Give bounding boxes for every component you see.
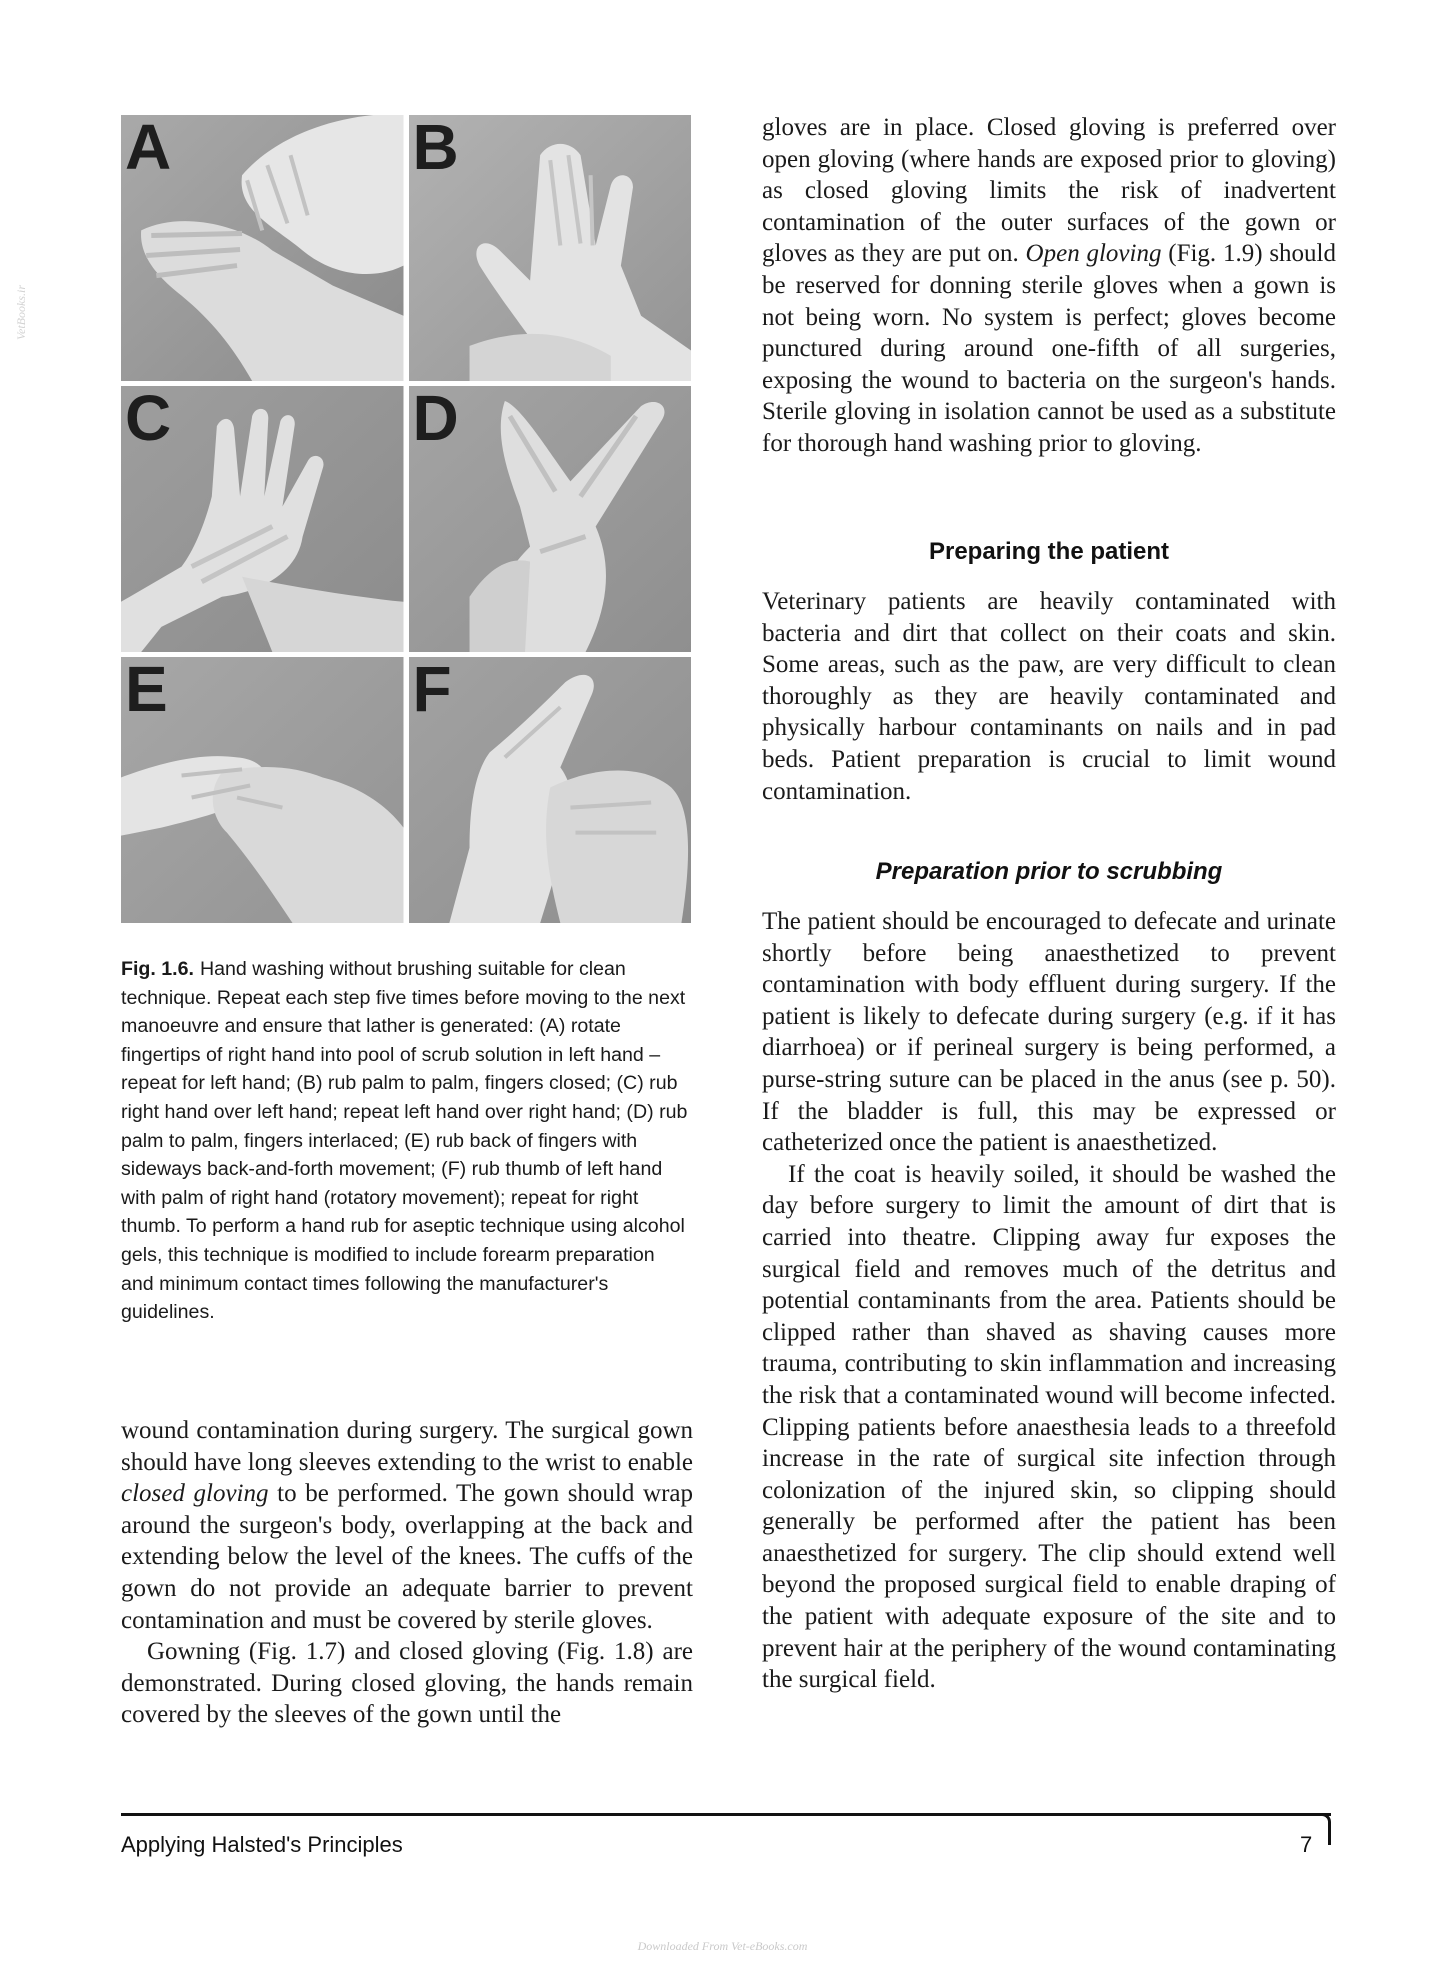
- left-column-text: [121, 1415, 693, 1731]
- right-column-text-middle: [762, 586, 1336, 807]
- left-paragraph-1-emphasis: closed gloving: [121, 1480, 269, 1508]
- right-paragraph-3: The patient should be encouraged to defecate and urinate shortly before being anaesthetized to prevent contamination with body effluent during surgery. If the patient is likely to defecate during surgery (e.g. if it has diarrhoea) or if perineal surgery is being performed, a purse-string suture can be placed in the anus (see p. 50). If the bladder is full, this may be expressed or catheterized once the patient is anaesthetized.: [762, 908, 1336, 1157]
- right-column-text-bottom: [762, 906, 1336, 1696]
- hand-washing-figure: [121, 115, 691, 923]
- right-paragraph-1-emphasis: Open gloving: [1025, 240, 1162, 268]
- figure-panel-a: [121, 115, 404, 381]
- left-paragraph-1: [121, 1415, 693, 1636]
- right-paragraph-1-part-a: gloves are in place. Closed gloving is preferred over open gloving (where hands are exposed prior to gloving) as closed gloving limits the risk of inadvertent contamination of the outer surfaces of the gown or gloves as they are put on.: [762, 114, 1336, 268]
- panel-letter-b: B: [412, 115, 459, 183]
- figure-panel-c: [121, 386, 404, 652]
- right-column-text-top: [762, 112, 1336, 460]
- subsection-heading-preparation-prior-to-scrubbing: Preparation prior to scrubbing: [875, 858, 1223, 885]
- right-paragraph-2: Veterinary patients are heavily contaminated with bacteria and dirt that collect on their coats and skin. Some areas, such as the paw, are very difficult to clean thoroughly as they are heavily contaminated and physically harbour contaminants on nails and in pad beds. Patient preparation is crucial to limit wound contamination.: [762, 588, 1336, 805]
- section-heading-preparing-patient: Preparing the patient: [928, 538, 1170, 565]
- page-number: 7: [1300, 1832, 1313, 1857]
- right-paragraph-4: If the coat is heavily soiled, it should be washed the day before surgery to limit the amount of dirt that is carried into theatre. Clipping away fur exposes the surgical field and removes much of the detritus and potential contaminants from the area. Patients should be clipped rather than shaved as shaving causes more trauma, contributing to skin inflammation and increasing the risk that a contaminated wound will become infected. Clipping patients before anaesthesia leads to a threefold increase in the rate of surgical site infection through colonization of the injured skin, so clipping should generally be performed after the patient has been anaesthetized for surgery. The clip should extend well beyond the proposed surgical field to enable draping of the patient with adequate exposure of the site and to prevent hair at the periphery of the wound contaminating the surgical field.: [762, 1160, 1336, 1694]
- panel-letter-d: D: [412, 386, 459, 454]
- figure-panel-b: [409, 115, 692, 381]
- figure-caption-label: Fig. 1.6.: [121, 958, 194, 980]
- left-paragraph-2: Gowning (Fig. 1.7) and closed gloving (Fig. 1.8) are demonstrated. During closed gloving, the hands remain covered by the sleeves of the gown until the: [121, 1638, 693, 1729]
- side-watermark: VetBooks.ir: [14, 285, 28, 340]
- figure-caption-text: Hand washing without brushing suitable for clean technique. Repeat each step five times before moving to the next manoeuvre and ensure that lather is generated: (A) rotate fingertips of right hand into pool of scrub solution in left hand – repeat for left hand; (B) rub palm to palm, fingers closed; (C) rub right hand over left hand; repeat left hand over right hand; (D) rub palm to palm, fingers interlaced; (E) rub back of fingers with sideways back-and-forth movement; (F) rub thumb of left hand with palm of right hand (rotatory movement); repeat for right thumb. To perform a hand rub for aseptic technique using alcohol gels, this technique is modified to include forearm preparation and minimum contact times following the manufacturer's guidelines.: [121, 958, 688, 1324]
- running-title: Applying Halsted's Principles: [121, 1832, 403, 1857]
- panel-letter-f: F: [412, 657, 452, 725]
- figure-panel-e: [121, 657, 404, 923]
- figure-panel-d: [409, 386, 692, 652]
- panel-letter-e: E: [125, 657, 168, 725]
- figure-caption: [121, 955, 691, 1327]
- right-paragraph-1-part-b: (Fig. 1.9) should be reserved for donning sterile gloves when a gown is not being worn. No system is perfect; gloves become punctured during around one-fifth of all surgeries, exposing the wound to bacteria on the surgeon's hands. Sterile gloving in isolation cannot be used as a substitute for thorough hand washing prior to gloving.: [762, 240, 1336, 457]
- panel-letter-a: A: [125, 115, 172, 183]
- left-paragraph-1-part-b: to be performed. The gown should wrap around the surgeon's body, overlapping at the back and extending below the level of the knees. The cuffs of the gown do not provide an adequate barrier to prevent contamination and must be covered by sterile gloves.: [121, 1480, 693, 1634]
- left-paragraph-1-part-a: wound contamination during surgery. The surgical gown should have long sleeves extending to the wrist to enable: [121, 1417, 693, 1476]
- footer-rule-hook: [1322, 1813, 1331, 1845]
- download-watermark: Downloaded From Vet-eBooks.com: [637, 1939, 808, 1953]
- panel-letter-c: C: [125, 386, 172, 454]
- figure-panel-f: [409, 657, 692, 923]
- footer-rule: [121, 1813, 1331, 1816]
- right-paragraph-1: [762, 112, 1336, 460]
